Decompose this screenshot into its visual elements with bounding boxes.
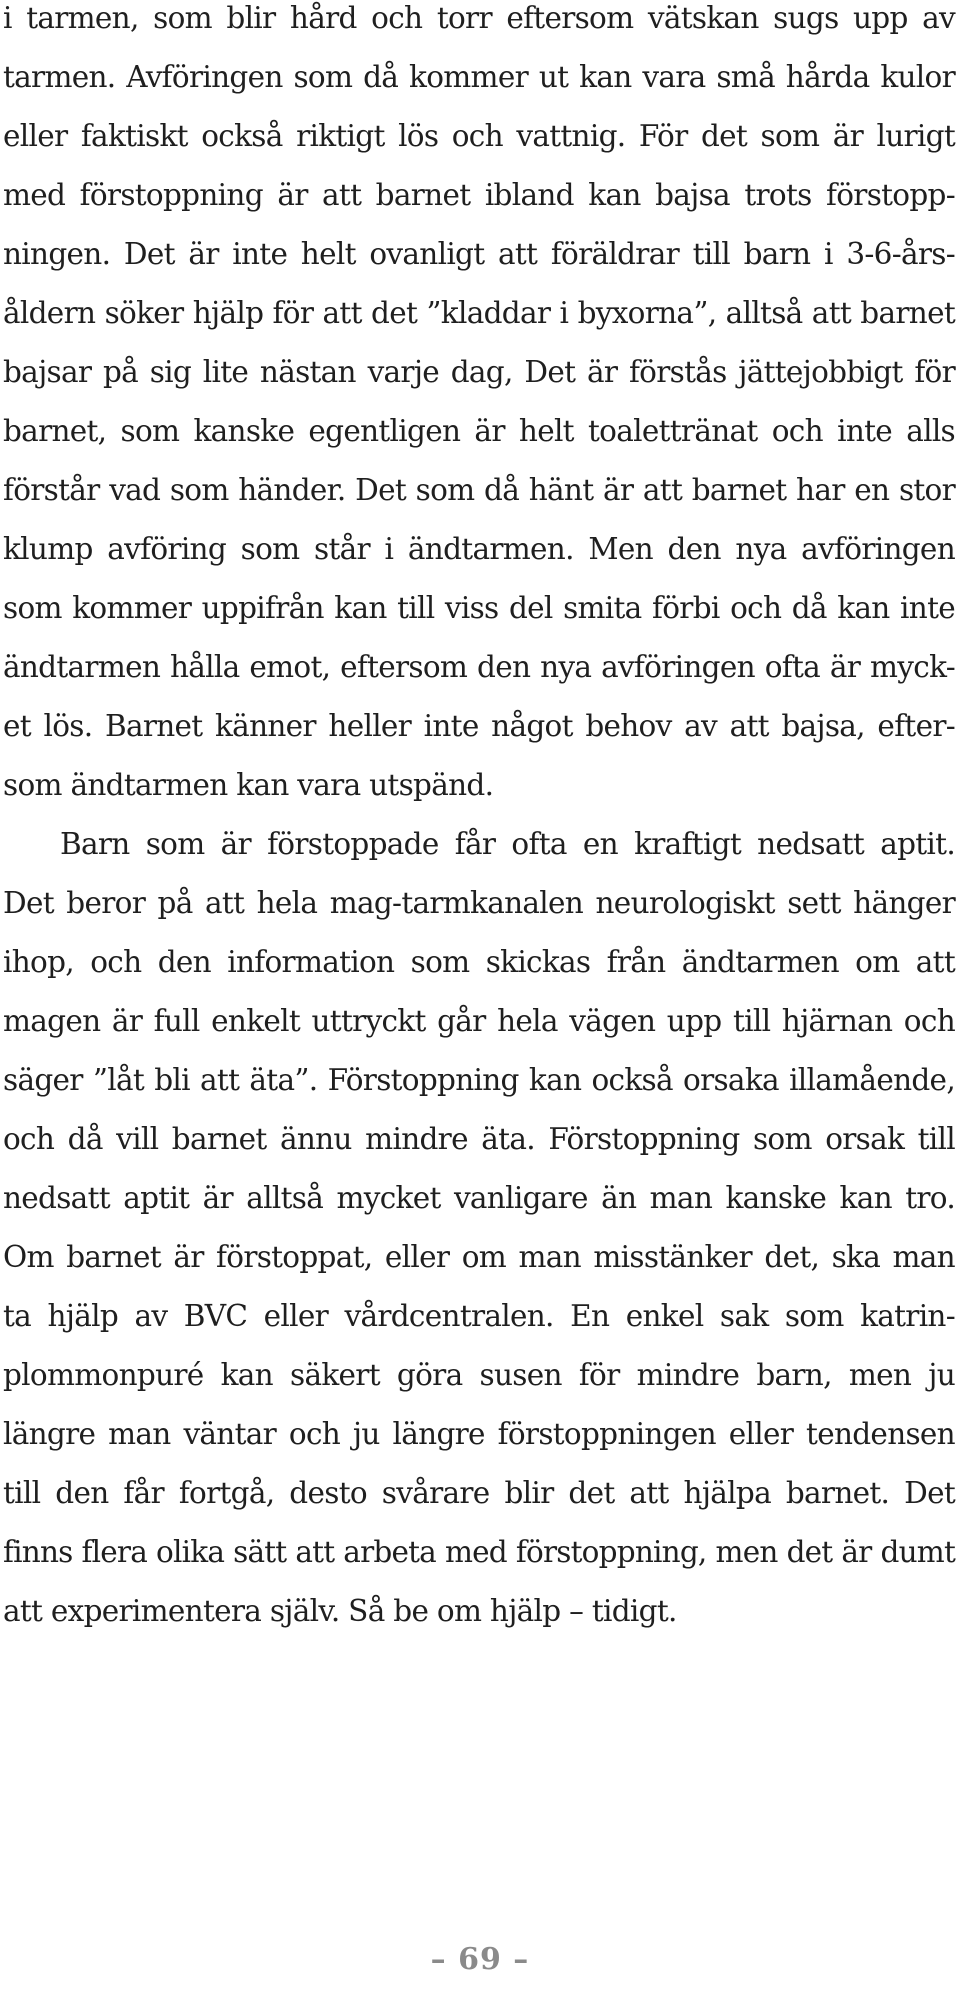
text-line: med förstoppning är att barnet ibland kan bajsa trots förstopp- [3,178,955,212]
text-line: ningen. Det är inte helt ovanligt att föräldrar till barn i 3-6-års- [3,237,955,271]
text-line: till den får fortgå, desto svårare blir det att hjälpa barnet. Det [3,1476,955,1510]
text-line: klump avföring som står i ändtarmen. Men den nya avföringen [3,532,955,566]
text-line: nedsatt aptit är alltså mycket vanligare än man kanske kan tro. [3,1181,955,1215]
text-line: förstår vad som händer. Det som då hänt är att barnet har en stor [3,473,955,507]
text-line: som ändtarmen kan vara utspänd. [3,768,494,802]
text-line: tarmen. Avföringen som då kommer ut kan vara små hårda kulor [3,60,955,94]
text-line: säger ”låt bli att äta”. Förstoppning kan också orsaka illamående, [3,1063,955,1097]
text-line: ta hjälp av BVC eller vårdcentralen. En enkel sak som katrin- [3,1299,955,1333]
text-line: i tarmen, som blir hård och torr eftersom vätskan sugs upp av [3,1,955,35]
text-line: et lös. Barnet känner heller inte något behov av att bajsa, efter- [3,709,955,743]
text-line: ändtarmen hålla emot, eftersom den nya avföringen ofta är myck- [3,650,955,684]
text-line: ihop, och den information som skickas från ändtarmen om att [3,945,955,979]
text-line: åldern söker hjälp för att det ”kladdar i byxorna”, alltså att barnet [3,296,955,330]
page-number: – 69 – [430,1942,530,1977]
text-line: att experimentera själv. Så be om hjälp – tidigt. [3,1594,677,1628]
text-line: och då vill barnet ännu mindre äta. Förstoppning som orsak till [3,1122,955,1156]
text-line: bajsar på sig lite nästan varje dag, Det är förstås jättejobbigt för [3,355,955,389]
text-line: Om barnet är förstoppat, eller om man misstänker det, ska man [3,1240,955,1274]
text-line: eller faktiskt också riktigt lös och vattnig. För det som är lurigt [3,119,955,153]
text-line: finns flera olika sätt att arbeta med förstoppning, men det är dumt [3,1535,955,1569]
text-line: magen är full enkelt uttryckt går hela vägen upp till hjärnan och [3,1004,955,1038]
text-line: som kommer uppifrån kan till viss del smita förbi och då kan inte [3,591,955,625]
text-line: plommonpuré kan säkert göra susen för mindre barn, men ju [3,1358,955,1392]
text-line: längre man väntar och ju längre förstoppningen eller tendensen [3,1417,955,1451]
text-line: Det beror på att hela mag-tarmkanalen neurologiskt sett hänger [3,886,955,920]
text-line: barnet, som kanske egentligen är helt toalettränat och inte alls [3,414,955,448]
text-line: Barn som är förstoppade får ofta en kraftigt nedsatt aptit. [60,827,955,861]
